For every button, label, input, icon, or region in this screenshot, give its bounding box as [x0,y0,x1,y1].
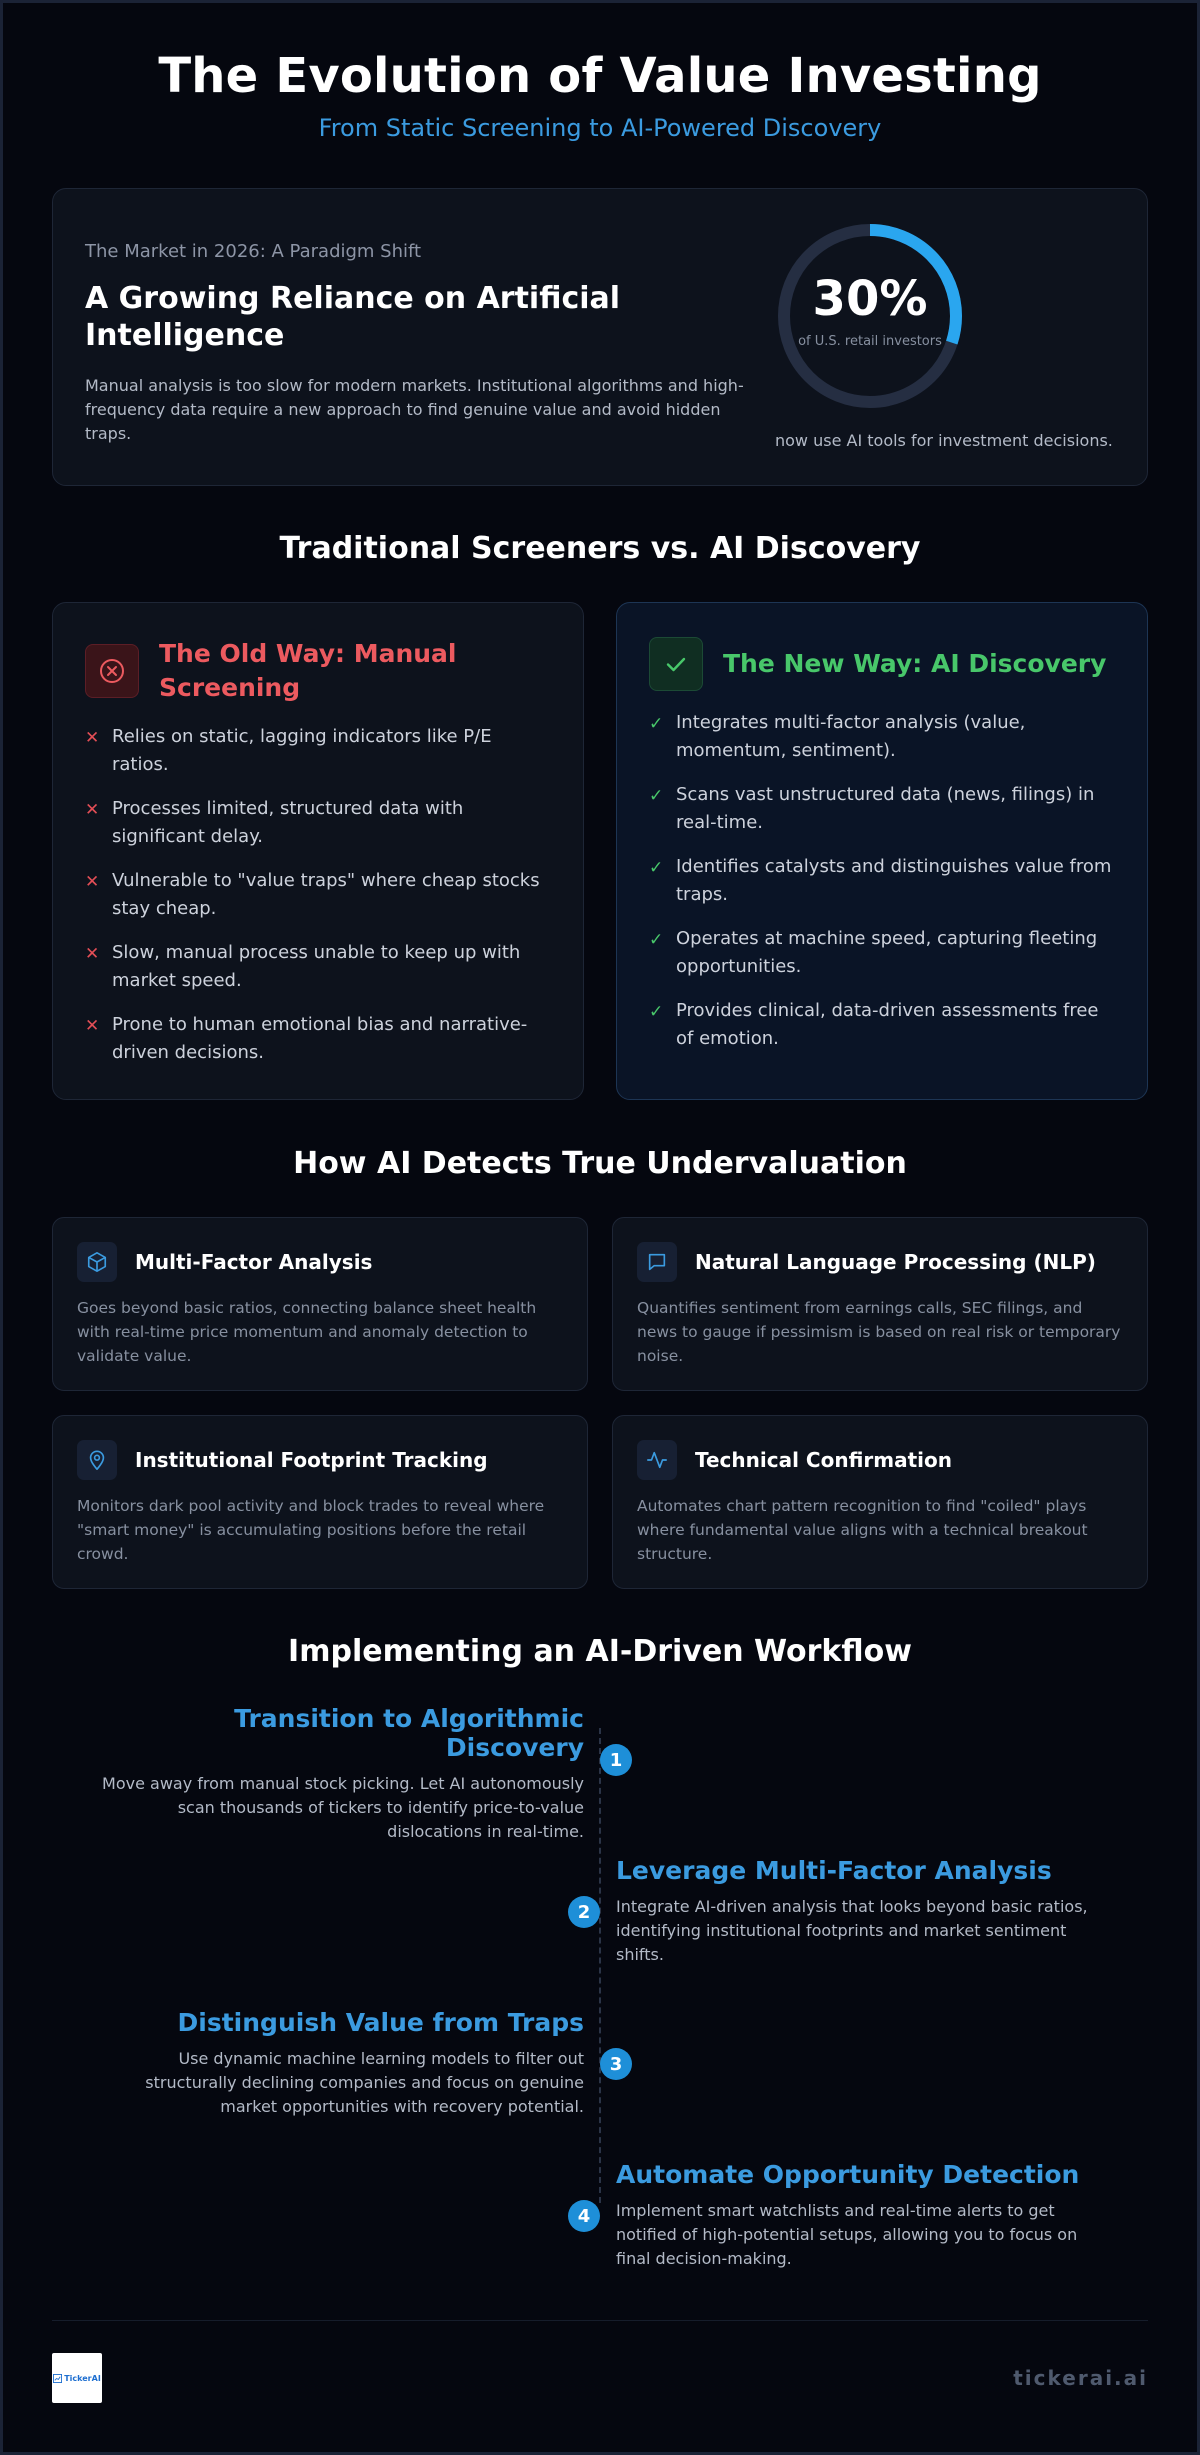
step-description: Implement smart watchlists and real-time alerts to get notified of high-potential setups, allowing you to focus on final decision-making. [616,2201,1078,2268]
workflow-step-2 [616,1856,1106,1967]
feature-card-multi-factor [52,1217,588,1391]
list-item [85,939,551,995]
x-mark-icon: ✕ [85,1016,100,1036]
feature-description: Monitors dark pool activity and block trades to reveal where "smart money" is accumulating positions before the retail crowd. [77,1497,545,1563]
x-mark-icon: ✕ [85,728,100,748]
list-item-text: Identifies catalysts and distinguishes value from traps. [676,856,1112,905]
list-item-text: Scans vast unstructured data (news, filings) in real-time. [676,784,1095,833]
feature-card-nlp [612,1217,1148,1391]
stat-label: of U.S. retail investors [798,334,942,349]
list-item-text: Integrates multi-factor analysis (value, momentum, sentiment). [676,712,1026,761]
list-item [649,853,1115,909]
page-subtitle: From Static Screening to AI-Powered Discovery [318,114,882,142]
list-item-text: Processes limited, structured data with significant delay. [112,798,464,847]
list-item-text: Relies on static, lagging indicators like P/E ratios. [112,726,492,775]
chat-bubble-icon [637,1242,677,1282]
list-item-text: Prone to human emotional bias and narrative-driven decisions. [112,1014,528,1063]
workflow-step-3 [94,2008,584,2119]
check-mark-icon: ✓ [649,786,664,806]
x-mark-icon: ✕ [85,872,100,892]
page-header [0,0,1200,142]
old-way-header [85,637,551,705]
step-number-badge: 1 [600,1744,632,1776]
cube-icon [77,1242,117,1282]
feature-header [77,1440,563,1480]
x-mark-icon: ✕ [85,800,100,820]
feature-description: Quantifies sentiment from earnings calls, SEC filings, and news to gauge if pessimism is based on real risk or temporary noise. [637,1299,1121,1365]
timeline-connector [599,1728,601,2203]
feature-header [637,1242,1123,1282]
comparison-title: Traditional Screeners vs. AI Discovery [279,531,921,566]
old-way-list [85,723,551,1067]
feature-card-institutional [52,1415,588,1589]
old-way-title: The Old Way: Manual Screening [159,639,457,702]
step-title: Distinguish Value from Traps [177,2008,584,2037]
feature-description: Automates chart pattern recognition to find "coiled" plays where fundamental value aligns with a technical breakout structure. [637,1497,1088,1563]
stat-value: 30% [812,271,928,327]
feature-description: Goes beyond basic ratios, connecting balance sheet health with real-time price momentum and anomaly detection to validate value. [77,1299,537,1365]
list-item [649,709,1115,765]
feature-title: Technical Confirmation [695,1448,952,1472]
list-item-text: Vulnerable to "value traps" where cheap stocks stay cheap. [112,870,540,919]
hero-text [85,241,755,446]
workflow-step-4 [616,2160,1106,2271]
check-mark-icon: ✓ [649,858,664,878]
stat-donut [775,221,965,411]
list-item [649,997,1115,1053]
step-title: Transition to Algorithmic Discovery [234,1704,584,1762]
list-item [85,867,551,923]
step-number-badge: 2 [568,1896,600,1928]
x-circle-icon [85,644,139,698]
feature-card-technical [612,1415,1148,1589]
step-number-badge: 4 [568,2200,600,2232]
list-item-text: Operates at machine speed, capturing fleeting opportunities. [676,928,1098,977]
hero-title: A Growing Reliance on Artificial Intelligence [85,281,621,353]
feature-title: Multi-Factor Analysis [135,1250,373,1274]
list-item [85,1011,551,1067]
step-number-badge: 3 [600,2048,632,2080]
feature-header [77,1242,563,1282]
feature-title: Institutional Footprint Tracking [135,1448,488,1472]
new-way-list [649,709,1115,1053]
feature-header [637,1440,1123,1480]
workflow-title: Implementing an AI-Driven Workflow [288,1634,912,1669]
footer-divider [52,2320,1148,2321]
new-way-header [649,637,1115,691]
list-item [649,925,1115,981]
detection-title: How AI Detects True Undervaluation [293,1146,907,1181]
check-mark-icon: ✓ [649,930,664,950]
page-title: The Evolution of Value Investing [158,48,1042,104]
step-description: Move away from manual stock picking. Let AI autonomously scan thousands of tickers to identify price-to-value dislocations in real-time. [102,1774,584,1841]
list-item [649,781,1115,837]
hero-card [52,188,1148,486]
list-item [85,795,551,851]
footer-domain-link[interactable]: tickerai.ai [1013,2366,1148,2390]
logo-text: TickerAI [64,2373,101,2383]
stat-caption: now use AI tools for investment decisions. [775,431,1113,450]
hero-kicker: The Market in 2026: A Paradigm Shift [85,241,422,262]
step-description: Use dynamic machine learning models to filter out structurally declining companies and focus on genuine market opportunities with recovery potential. [145,2049,584,2116]
x-mark-icon: ✕ [85,944,100,964]
check-mark-icon: ✓ [649,714,664,734]
list-item-text: Provides clinical, data-driven assessments free of emotion. [676,1000,1099,1049]
workflow-step-1 [94,1704,584,1844]
check-mark-icon: ✓ [649,1002,664,1022]
step-description: Integrate AI-driven analysis that looks beyond basic ratios, identifying institutional footprints and market sentiment shifts. [616,1897,1088,1964]
step-title: Automate Opportunity Detection [616,2160,1080,2189]
list-item [85,723,551,779]
step-title: Leverage Multi-Factor Analysis [616,1856,1052,1885]
new-way-title: The New Way: AI Discovery [723,649,1107,678]
new-way-card [616,602,1148,1100]
tickerai-logo[interactable] [52,2353,102,2403]
check-icon [649,637,703,691]
list-item-text: Slow, manual process unable to keep up with market speed. [112,942,521,991]
old-way-card [52,602,584,1100]
logo-chart-icon [53,2374,62,2383]
feature-title: Natural Language Processing (NLP) [695,1250,1096,1274]
pulse-icon [637,1440,677,1480]
hero-description: Manual analysis is too slow for modern markets. Institutional algorithms and high-frequency data require a new approach to find genuine value and avoid hidden traps. [85,376,744,443]
map-pin-icon [77,1440,117,1480]
